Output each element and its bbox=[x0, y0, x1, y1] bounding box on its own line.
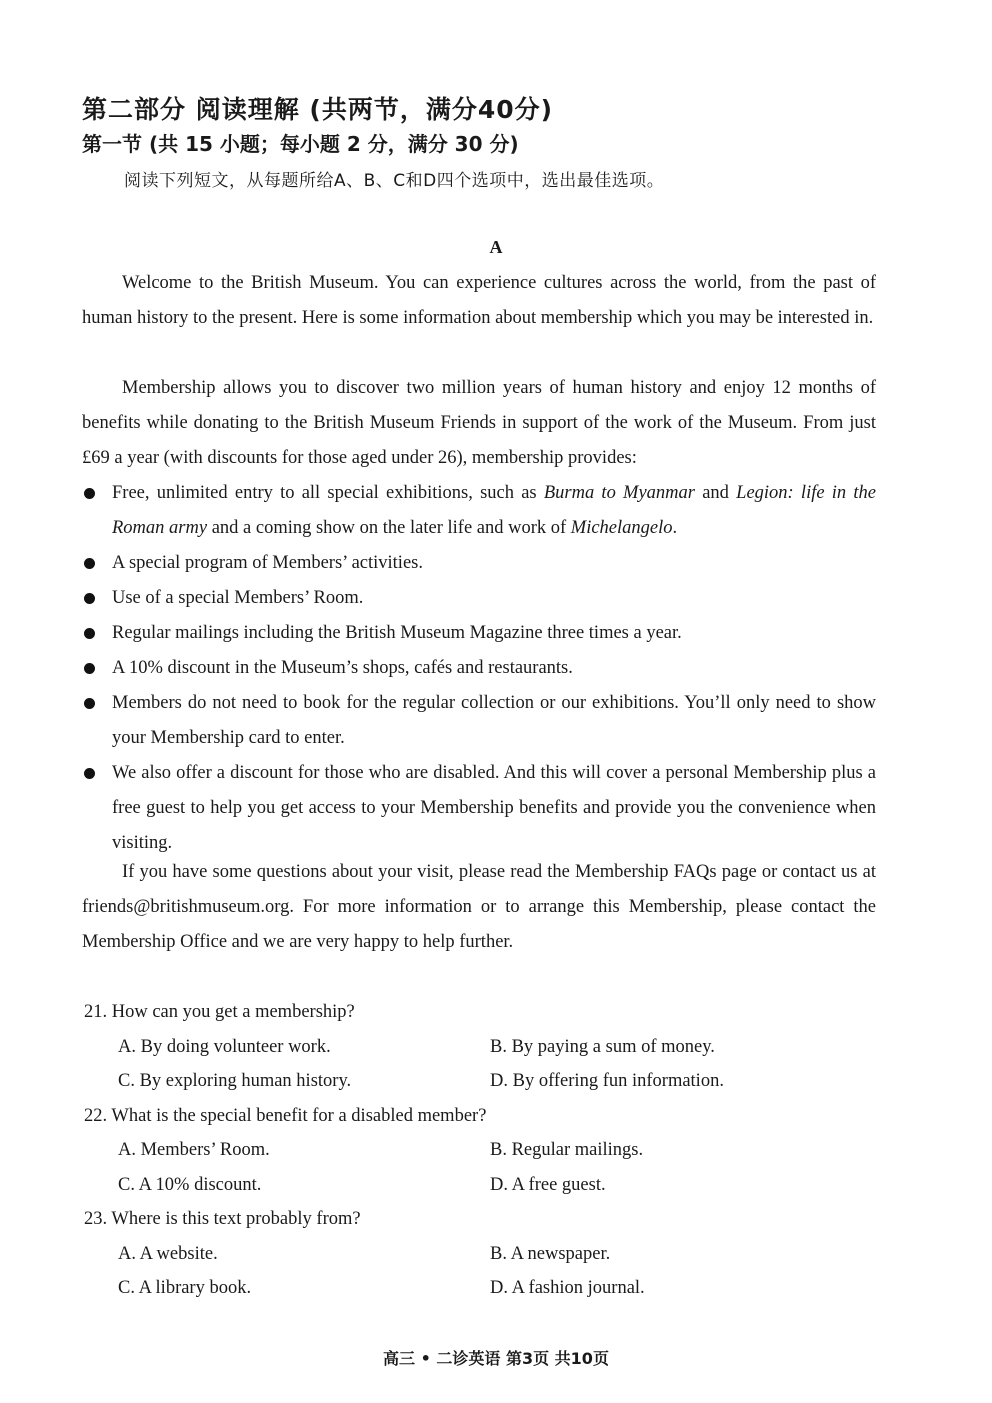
option-d[interactable]: D. By offering fun information. bbox=[490, 1071, 724, 1091]
question-stem: 23. Where is this text probably from? bbox=[84, 1209, 361, 1229]
option-c[interactable]: C. A 10% discount. bbox=[118, 1174, 262, 1195]
membership-paragraph: Membership allows you to discover two million years of human history and enjoy 12 months of benefits while donating to the British Museum Friends in support of the work of the Museum. From just £69 a year (with discounts for those aged under 26), membership provides: bbox=[82, 378, 876, 468]
benefits-list bbox=[82, 476, 876, 861]
bullet-icon bbox=[84, 593, 95, 604]
bullet-text-pre: Free, unlimited entry to all special exhibitions, such as bbox=[112, 483, 544, 503]
contact-paragraph: If you have some questions about your visit, please read the Membership FAQs page or contact us at friends@britishmuseum.org. For more information or to arrange this Membership, please contact the Membership Office and we are very happy to help further. bbox=[82, 862, 876, 952]
bullet-text: Members do not need to book for the regular collection or our exhibitions. You’ll only need to show your Membership card to enter. bbox=[112, 693, 876, 748]
part-title: 第二部分 阅读理解 (共两节，满分40分) bbox=[82, 95, 554, 124]
list-item bbox=[82, 546, 876, 581]
passage-intro bbox=[82, 266, 876, 336]
question-stem: 22. What is the special benefit for a disabled member? bbox=[84, 1105, 487, 1126]
bullet-text: Regular mailings including the British Museum Magazine three times a year. bbox=[112, 623, 682, 643]
question-22 bbox=[84, 1099, 884, 1203]
option-grid bbox=[84, 1237, 884, 1306]
questions-section bbox=[84, 995, 884, 1306]
list-item bbox=[82, 756, 876, 861]
bullet-text: A special program of Members’ activities. bbox=[112, 553, 423, 573]
bullet-icon bbox=[84, 488, 95, 499]
passage-membership bbox=[82, 371, 876, 476]
bullet-text-end: . bbox=[672, 518, 678, 538]
option-d[interactable]: D. A fashion journal. bbox=[490, 1278, 645, 1298]
bullet-text-mid: and bbox=[694, 483, 737, 503]
bullet-text: A 10% discount in the Museum’s shops, cafés and restaurants. bbox=[112, 658, 573, 678]
bullet-icon bbox=[84, 628, 95, 639]
exhibition-name: Michelangelo bbox=[570, 518, 673, 538]
option-c[interactable]: C. A library book. bbox=[118, 1278, 252, 1298]
page-footer: 高三 • 二诊英语 第3页 共10页 bbox=[383, 1349, 609, 1368]
option-grid bbox=[84, 1133, 884, 1202]
question-23 bbox=[84, 1202, 884, 1306]
bullet-text-post: and a coming show on the later life and work of bbox=[207, 518, 571, 538]
option-grid bbox=[84, 1030, 884, 1099]
instruction-text: 阅读下列短文，从每题所给A、B、C和D四个选项中，选出最佳选项。 bbox=[124, 171, 665, 191]
option-a[interactable]: A. Members’ Room. bbox=[118, 1140, 270, 1160]
bullet-icon bbox=[84, 558, 95, 569]
list-item bbox=[82, 476, 876, 546]
bullet-icon bbox=[84, 698, 95, 709]
intro-paragraph: Welcome to the British Museum. You can experience cultures across the world, from the past of human history to the present. Here is some information about membership which you may be interested in. bbox=[82, 273, 876, 328]
option-a[interactable]: A. By doing volunteer work. bbox=[118, 1036, 331, 1057]
section-title: 第一节 (共 15 小题；每小题 2 分，满分 30 分) bbox=[82, 132, 519, 156]
list-item bbox=[82, 686, 876, 756]
option-b[interactable]: B. By paying a sum of money. bbox=[490, 1036, 715, 1057]
question-21 bbox=[84, 995, 884, 1099]
option-a[interactable]: A. A website. bbox=[118, 1243, 218, 1264]
option-b[interactable]: B. Regular mailings. bbox=[490, 1140, 644, 1160]
option-c[interactable]: C. By exploring human history. bbox=[118, 1071, 352, 1091]
option-d[interactable]: D. A free guest. bbox=[490, 1174, 606, 1195]
bullet-icon bbox=[84, 663, 95, 674]
bullet-text: Use of a special Members’ Room. bbox=[112, 588, 364, 608]
list-item bbox=[82, 651, 876, 686]
passage-label: A bbox=[489, 237, 503, 257]
exhibition-name: Burma to Myanmar bbox=[543, 483, 695, 503]
list-item bbox=[82, 581, 876, 616]
option-b[interactable]: B. A newspaper. bbox=[490, 1243, 611, 1264]
exhibition-name: Legion: life in the Roman army bbox=[112, 483, 876, 538]
question-stem: 21. How can you get a membership? bbox=[84, 1002, 355, 1022]
list-item bbox=[82, 616, 876, 651]
bullet-icon bbox=[84, 768, 95, 779]
bullet-text: We also offer a discount for those who are disabled. And this will cover a personal Membership plus a free guest to help you get access to your Membership benefits and provide you the convenience when visiting. bbox=[112, 763, 876, 853]
passage-contact bbox=[82, 855, 876, 960]
